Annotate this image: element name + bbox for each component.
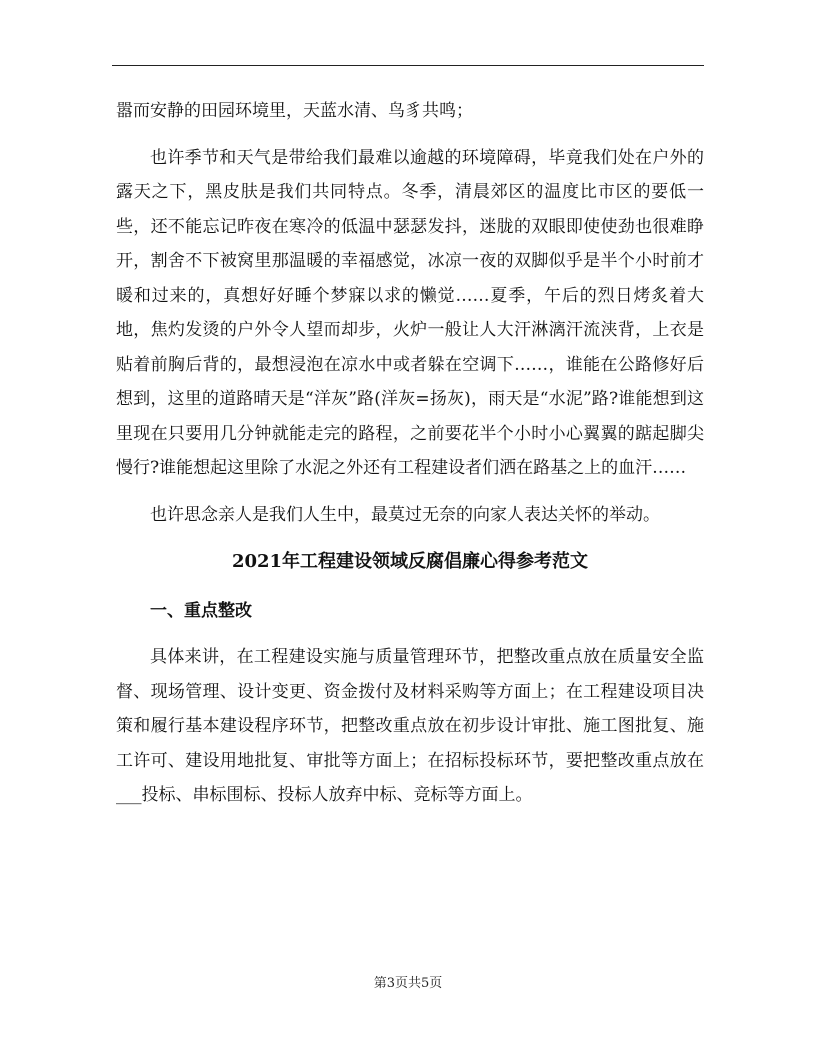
document-title: 2021年工程建设领域反腐倡廉心得参考范文	[231, 551, 589, 572]
document-body	[116, 94, 704, 825]
section-heading: 一、重点整改	[150, 601, 252, 621]
page-number: 第3页共5页	[373, 976, 443, 991]
paragraph-continuation: 嚣而安静的田园环境里，天蓝水清、鸟豸共鸣；	[116, 101, 473, 121]
paragraph-family: 也许思念亲人是我们人生中，最莫过无奈的向家人表达关怀的举动。	[150, 504, 660, 525]
header-rule	[112, 65, 704, 66]
paragraph-seasons: 也许季节和天气是带给我们最难以逾越的环境障碍，毕竟我们处在户外的露天之下，黑皮肤是我们共同特点。冬季，清晨郊区的温度比市区的要低一些，还不能忘记昨夜在寒冷的低温中瑟瑟发抖，迷胧的双眼即使使劲也很难睁开，割舍不下被窝里那温暖的幸福感觉，冰凉一夜的双脚似乎是半个小时前才暖和过来的，真想好好睡个梦寐以求的懒觉……夏季，午后的烈日烤炙着大地，焦灼发烫的户外令人望而却步，火炉一般让人大汗淋漓汗流浃背，上衣是贴着前胸后背的，最想浸泡在凉水中或者躲在空调下……，谁能在公路修好后想到，这里的道路晴天是“洋灰”路(洋灰=扬灰)，雨天是“水泥”路?谁能想到这里现在只要用几分钟就能走完的路程，之前要花半个小时小心翼翼的踮起脚尖慢行?谁能想起这里除了水泥之外还有工程建设者们洒在路基之上的血汗……	[116, 147, 704, 478]
paragraph-rectification: 具体来讲，在工程建设实施与质量管理环节，把整改重点放在质量安全监督、现场管理、设计变更、资金拨付及材料采购等方面上；在工程建设项目决策和履行基本建设程序环节，把整改重点放在初步设计审批、施工图批复、施工许可、建设用地批复、审批等方面上；在招标投标环节，要把整改重点放在___投标、串标围标、投标人放弃中标、竞标等方面上。	[116, 647, 704, 805]
